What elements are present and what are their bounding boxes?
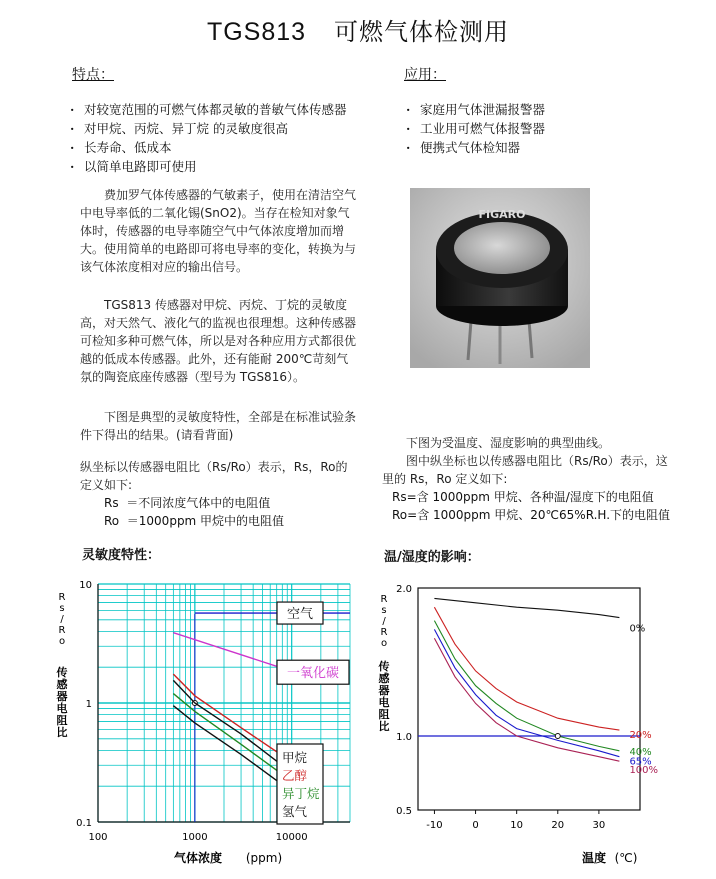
series-label-air: 空气 [286, 607, 314, 623]
sensor-photo [410, 188, 590, 368]
y-tick-label: 0.1 [76, 818, 92, 829]
env-paragraph-2: 图中纵坐标也以传感器电阻比（Rs/Ro）表示，这里的 Rs，Ro 定义如下: [382, 454, 668, 486]
x-axis-title: 气体浓度 [173, 851, 222, 865]
plot-frame [418, 588, 640, 810]
series-label: 100% [629, 765, 659, 777]
applications-heading: 应用： [404, 67, 446, 83]
series-label: 20% [629, 730, 652, 742]
x-tick-label: 30 [592, 820, 606, 831]
resistance-definitions-left [104, 494, 284, 530]
intro-paragraph-4: 纵坐标以传感器电阻比（Rs/Ro）表示，Rs，Ro的定义如下: [80, 460, 348, 492]
y-axis-unit: R s / R o [58, 592, 66, 647]
definition-row: Ro ＝1000ppm 甲烷中的电阻值 [104, 514, 285, 528]
series-line [173, 694, 291, 782]
series-line [173, 680, 291, 772]
feature-item: · 以简单电路即可使用 [70, 157, 347, 176]
definition-row: Rs ＝不同浓度气体中的电阻值 [104, 496, 271, 510]
sensor-brand-label: FIGARO [478, 208, 526, 221]
x-axis-unit: (ppm) [245, 851, 283, 865]
definition-row: Ro=含 1000ppm 甲烷、20℃65%R.H.下的电阻值 [392, 508, 671, 522]
env-paragraph-1: 下图为受温度、湿度影响的典型曲线。 [406, 436, 611, 450]
sensor-image [410, 188, 590, 368]
series-label-gas: 乙醇 [282, 768, 308, 783]
feature-item: · 对甲烷、丙烷、异丁烷 的灵敏度很高 [70, 119, 347, 138]
resistance-definitions-right [392, 488, 670, 524]
x-axis-title: 温度 [581, 851, 606, 865]
series-label-gas: 氢气 [282, 804, 308, 819]
series-label: 65% [629, 756, 652, 768]
y-tick-label: 10 [79, 580, 92, 591]
series-label-gas: 甲烷 [282, 750, 308, 765]
sensitivity-chart [46, 572, 368, 872]
application-item: · 工业用可燃气体报警器 [406, 119, 545, 138]
features-list [70, 100, 347, 176]
y-tick-label: 2.0 [396, 584, 412, 595]
intro-paragraph-3: 下图是典型的灵敏度特性，全部是在标准试验条件下得出的结果。(请看背面) [80, 410, 357, 442]
series-line [173, 633, 291, 672]
x-tick-label: 100 [88, 832, 108, 843]
y-axis-title: 传感器电阻比 [378, 660, 390, 733]
x-tick-label: 10000 [275, 832, 308, 843]
series-label: 0% [629, 623, 646, 635]
env-chart-title: 温/湿度的影响： [384, 550, 480, 565]
y-axis-unit: R s / R o [380, 594, 388, 649]
series-label-gas: 异丁烷 [282, 786, 320, 801]
x-tick-label: 10 [510, 820, 524, 831]
feature-item: · 对较宽范围的可燃气体都灵敏的普敏气体传感器 [70, 100, 347, 119]
product-name: 可燃气体检测用 [334, 18, 510, 46]
x-tick-label: 20 [551, 820, 565, 831]
application-item: · 便携式气体检知器 [406, 138, 545, 157]
series-label-co: 一氧化碳 [286, 666, 340, 682]
y-tick-label: 1 [85, 699, 92, 710]
x-tick-label: 1000 [182, 832, 208, 843]
y-tick-label: 1.0 [396, 732, 412, 743]
model-name: TGS813 [206, 18, 307, 46]
features-heading: 特点： [72, 67, 114, 83]
page-title [0, 12, 716, 47]
intro-paragraph-2: TGS813 传感器对甲烷、丙烷、丁烷的灵敏度高，对天然气、液化气的监视也很理想。这种传感器可检知多种可燃气体，所以是对各种应用方式都很优越的低成本传感器。此外，还有能耐 200℃苛刻气氛的陶瓷底座传感器（型号为 TGS816）。 [80, 298, 357, 384]
env-chart [368, 572, 668, 872]
x-tick-label: 0 [472, 820, 479, 831]
y-axis-title: 传感器电阻比 [56, 666, 68, 739]
x-axis-unit: (℃) [614, 851, 638, 865]
intro-paragraph-1: 费加罗气体传感器的气敏素子，使用在清洁空气中电导率低的二氧化锡(SnO2)。当存在检知对象气体时，传感器的电导率随空气中气体浓度增加而增大。使用简单的电路即可将电导率的变化，转换为与该气体浓度相对应的输出信号。 [80, 188, 357, 274]
y-tick-label: 0.5 [396, 806, 412, 817]
definition-row: Rs=含 1000ppm 甲烷、各种温/湿度下的电阻值 [392, 490, 654, 504]
series-label: 40% [629, 746, 652, 758]
sensitivity-chart-title: 灵敏度特性： [82, 548, 161, 563]
reference-point [555, 734, 560, 739]
application-item: · 家庭用气体泄漏报警器 [406, 100, 545, 119]
feature-item: · 长寿命、低成本 [70, 138, 347, 157]
applications-list [406, 100, 545, 157]
x-tick-label: -10 [426, 820, 443, 831]
series-line [173, 706, 291, 792]
